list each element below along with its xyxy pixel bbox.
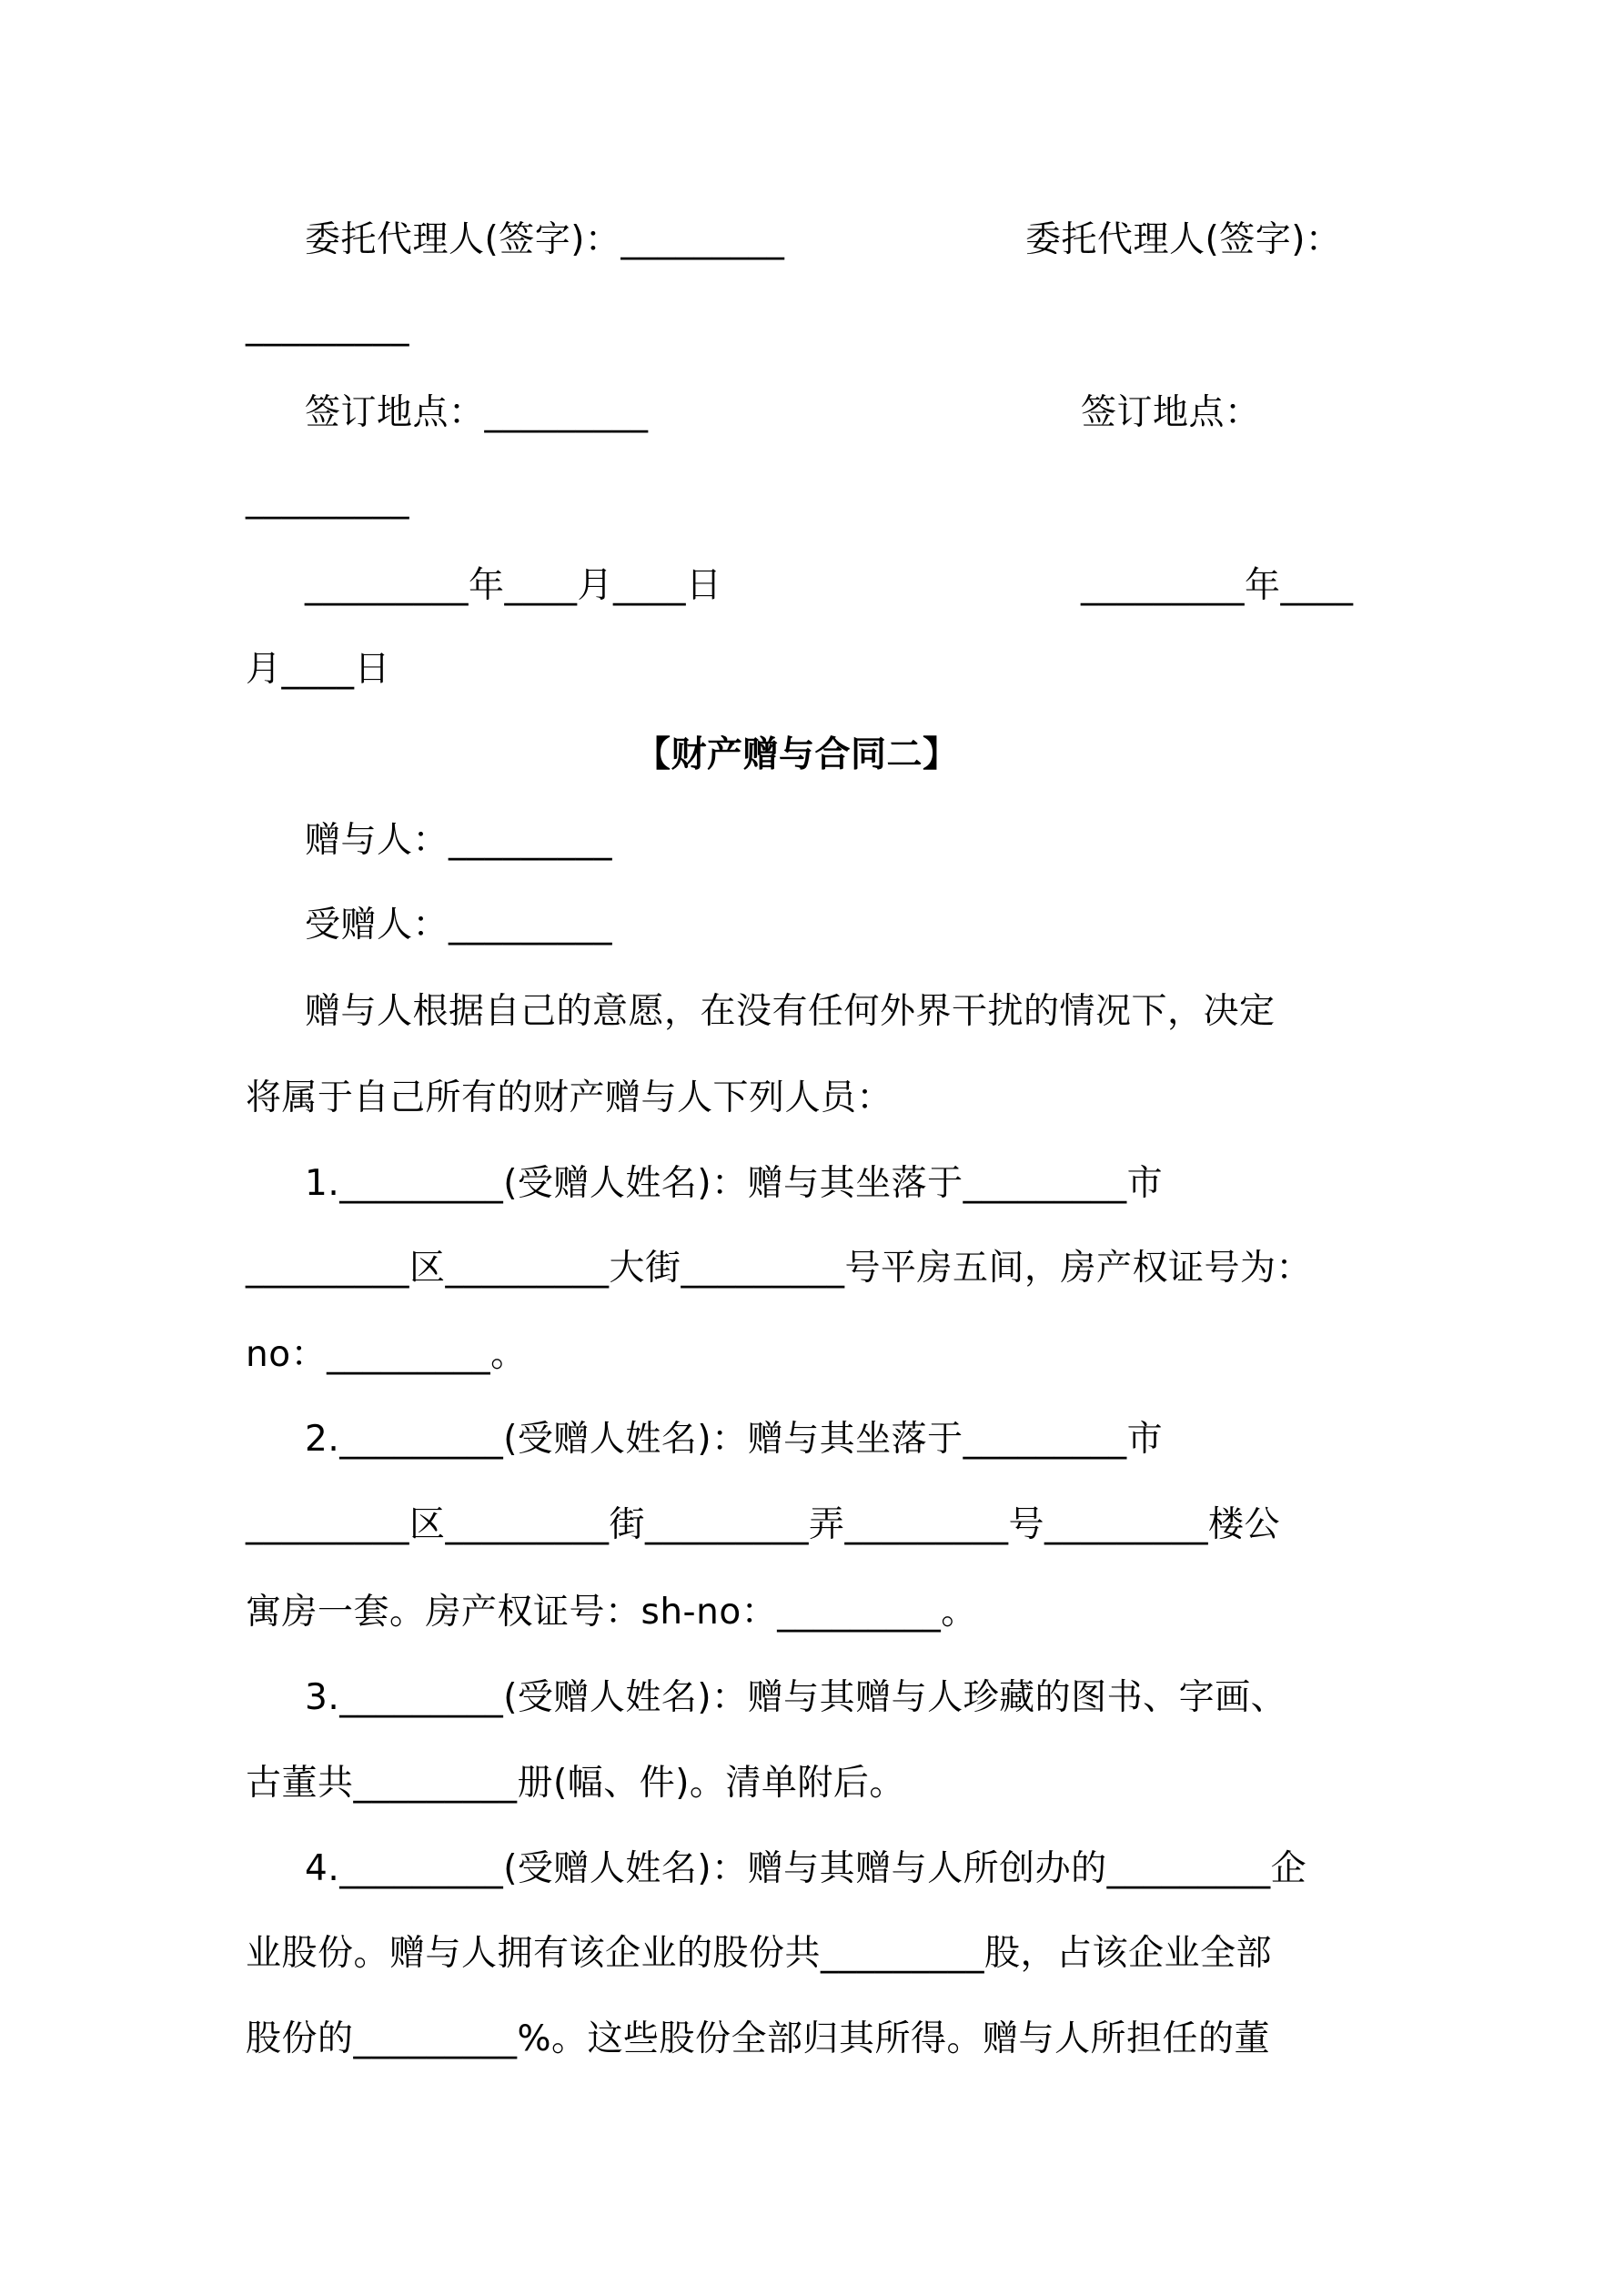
item-4-line-3: 股份的_________%。这些股份全部归其所得。赠与人所担任的董	[246, 2018, 1271, 2059]
date-right: _________年____	[1081, 565, 1354, 606]
agent-signature-blank: _________	[246, 306, 409, 347]
agent-signature-right: 委托代理人(签字)：	[1025, 219, 1342, 260]
item-3-line-1: 3._________(受赠人姓名)：赠与其赠与人珍藏的图书、字画、	[305, 1677, 1287, 1718]
item-1-line-1: 1._________(受赠人姓名)：赠与其坐落于_________市	[305, 1163, 1164, 1204]
contract-title: 【财产赠与合同二】	[635, 734, 959, 775]
item-1-line-3: no：_________。	[246, 1334, 527, 1375]
sign-place-right: 签订地点：	[1081, 392, 1261, 433]
donor-field: 赠与人：_________	[305, 820, 613, 861]
item-3-line-2: 古董共_________册(幅、件)。清单附后。	[246, 1763, 905, 1804]
item-4-line-1: 4._________(受赠人姓名)：赠与其赠与人所创办的_________企	[305, 1848, 1307, 1889]
donee-field: 受赠人：_________	[305, 905, 613, 946]
item-2-line-2: _________区_________街_________弄_________号_________楼公	[246, 1504, 1281, 1545]
item-2-line-1: 2._________(受赠人姓名)：赠与其坐落于_________市	[305, 1419, 1164, 1460]
item-1-line-2: _________区_________大街_________号平房五间，房产权证号为：	[246, 1248, 1313, 1289]
date-left: _________年____月____日	[305, 565, 722, 606]
sign-place-left: 签订地点：_________	[305, 392, 649, 433]
paragraph-intro-1: 赠与人根据自己的意愿，在没有任何外界干扰的情况下，决定	[305, 991, 1276, 1032]
sign-place-blank: _________	[246, 479, 409, 520]
paragraph-intro-2: 将属于自己所有的财产赠与人下列人员：	[246, 1077, 893, 1118]
item-2-line-3: 寓房一套。房产权证号：sh-no：_________。	[246, 1592, 977, 1633]
item-4-line-2: 业股份。赠与人拥有该企业的股份共_________股，占该企业全部	[246, 1933, 1273, 1974]
date-right-cont: 月____日	[246, 649, 391, 690]
agent-signature-left: 委托代理人(签字)：_________	[305, 219, 785, 260]
